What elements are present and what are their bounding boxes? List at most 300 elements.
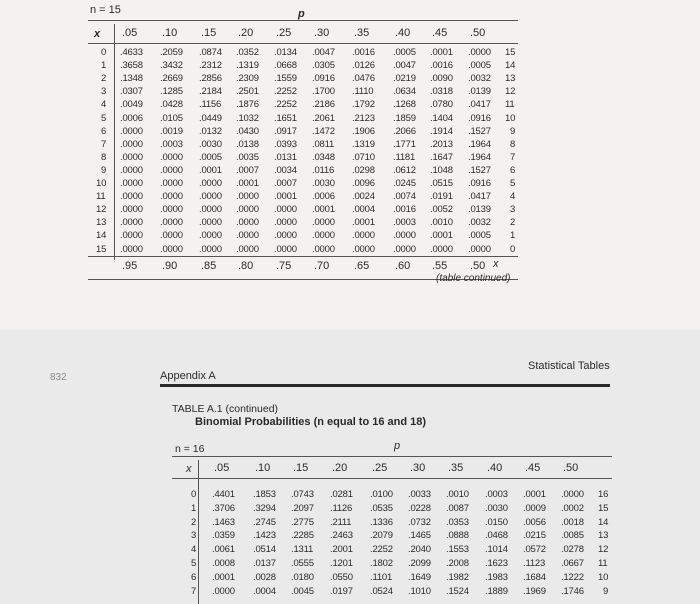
complement-x-cell: 5 [510, 178, 516, 189]
probability-cell: .0139 [468, 204, 491, 216]
probability-cell: .0138 [236, 138, 259, 150]
x-value-cell: 5 [101, 112, 107, 124]
probability-cell: .0139 [468, 86, 491, 98]
probability-cell: .0634 [393, 86, 416, 98]
probability-cell: .0668 [274, 60, 297, 72]
probability-cell: .1982 [446, 571, 469, 583]
probability-cell: .0888 [446, 530, 469, 542]
probability-cell: .0003 [393, 217, 416, 229]
probability-cell: .0000 [160, 191, 183, 203]
probability-cell: .0000 [160, 151, 183, 163]
probability-cell: .0000 [274, 217, 297, 229]
probability-cell: .0811 [312, 138, 335, 150]
probability-cell: .0030 [312, 178, 335, 189]
x-value-cell: 8 [101, 151, 107, 163]
x-value-cell: 7 [191, 585, 197, 597]
probability-cell: .0916 [468, 112, 491, 124]
probability-cell: .0428 [160, 99, 183, 111]
probability-cell: .0004 [352, 204, 375, 216]
probability-cell: .0000 [468, 243, 491, 255]
complement-p-cell: .85 [201, 260, 217, 272]
probability-cell: .1268 [393, 99, 416, 111]
table-subtitle: Binomial Probabilities (n equal to 16 and 18) [195, 416, 427, 428]
probability-cell: .1792 [352, 99, 375, 111]
probability-cell: .0132 [199, 125, 222, 137]
probability-cell: .1964 [468, 151, 491, 163]
complement-x-cell: 10 [505, 112, 516, 124]
complement-x-cell: 11 [598, 558, 608, 569]
probability-cell: .0535 [370, 502, 393, 514]
header-thick-rule [160, 384, 610, 387]
probability-cell: .1553 [446, 544, 469, 556]
probability-cell: .1311 [291, 544, 314, 556]
probability-cell: .2059 [160, 47, 183, 58]
probability-cell: .1771 [393, 138, 416, 150]
x-value-cell: 2 [191, 516, 197, 528]
probability-cell: .2186 [312, 99, 335, 111]
probability-cell: .0056 [523, 516, 546, 528]
p-header-cell: .45 [525, 462, 541, 474]
probability-cell: .3706 [212, 502, 235, 514]
probability-cell: .0000 [160, 204, 183, 216]
probability-cell: .0000 [212, 585, 235, 597]
probability-cell: .0000 [120, 178, 143, 189]
probability-cell: .2669 [160, 73, 183, 85]
probability-cell: .0000 [160, 230, 183, 242]
complement-p-cell: .90 [162, 260, 178, 272]
x-value-cell: 14 [96, 230, 107, 242]
probability-cell: .0000 [120, 204, 143, 216]
complement-x-cell: 6 [510, 164, 516, 176]
complement-x-cell: 0 [510, 243, 516, 255]
probability-cell: .0000 [199, 178, 222, 189]
probability-cell: .4401 [212, 489, 235, 500]
probability-cell: .0710 [352, 151, 375, 163]
probability-cell: .0000 [199, 243, 222, 255]
probability-cell: .0000 [236, 217, 259, 229]
probability-cell: .0033 [408, 489, 431, 500]
x-value-cell: 3 [101, 86, 107, 98]
probability-cell: .0090 [430, 73, 453, 85]
probability-cell: .0916 [312, 73, 335, 85]
probability-cell: .1201 [330, 558, 353, 569]
x-value-cell: 1 [101, 60, 107, 72]
probability-cell: .1623 [485, 558, 508, 569]
p-header-cell: .40 [395, 27, 411, 39]
probability-cell: .0307 [120, 86, 143, 98]
probability-cell: .0004 [253, 585, 276, 597]
probability-cell: .0917 [274, 125, 297, 137]
probability-cell: .1463 [212, 516, 235, 528]
probability-cell: .2252 [274, 99, 297, 111]
probability-cell: .0191 [430, 191, 453, 203]
probability-cell: .0305 [312, 60, 335, 72]
probability-cell: .0417 [468, 99, 491, 111]
x-value-cell: 15 [96, 243, 107, 255]
probability-cell: .0000 [199, 204, 222, 216]
probability-cell: .0005 [468, 60, 491, 72]
probability-cell: .0049 [120, 99, 143, 111]
probability-cell: .2013 [430, 138, 453, 150]
appendix-label: Appendix A [160, 370, 216, 382]
probability-cell: .3294 [253, 502, 276, 514]
probability-cell: .0047 [393, 60, 416, 72]
probability-cell: .0000 [199, 230, 222, 242]
probability-cell: .0000 [120, 164, 143, 176]
probability-cell: .0732 [408, 516, 431, 528]
bottom-rule-2 [172, 478, 612, 479]
complement-p-cell: .60 [395, 260, 411, 272]
bottom-rule-1 [172, 456, 612, 457]
probability-cell: .0150 [485, 516, 508, 528]
p-header-cell: .15 [201, 27, 217, 39]
p-header-cell: .10 [255, 462, 271, 474]
x-value-cell: 6 [101, 125, 107, 137]
probability-cell: .1524 [446, 585, 469, 597]
x-value-cell: 12 [96, 204, 107, 216]
probability-cell: .1348 [120, 73, 143, 85]
p-header-cell: .30 [410, 462, 426, 474]
probability-cell: .1123 [523, 558, 546, 569]
probability-cell: .2099 [408, 558, 431, 569]
p-header-cell: .20 [332, 462, 348, 474]
complement-p-cell: .65 [354, 260, 370, 272]
p-label-bottom: p [394, 440, 401, 452]
probability-cell: .0003 [160, 138, 183, 150]
probability-cell: .2123 [352, 112, 375, 124]
probability-cell: .0001 [523, 489, 546, 500]
probability-cell: .0215 [523, 530, 546, 542]
n-label-top: n = 15 [90, 4, 121, 16]
probability-cell: .0001 [199, 164, 222, 176]
probability-cell: .1285 [160, 86, 183, 98]
p-header-cell: .45 [432, 27, 448, 39]
probability-cell: .0352 [236, 47, 259, 58]
probability-cell: .1014 [485, 544, 508, 556]
complement-x-cell: 8 [510, 138, 516, 150]
probability-cell: .0001 [274, 191, 297, 203]
probability-cell: .0000 [352, 230, 375, 242]
probability-cell: .0000 [160, 164, 183, 176]
probability-cell: .0005 [199, 151, 222, 163]
probability-cell: .0550 [330, 571, 353, 583]
probability-cell: .0000 [393, 230, 416, 242]
probability-cell: .0001 [352, 217, 375, 229]
probability-cell: .1527 [468, 125, 491, 137]
probability-cell: .0009 [523, 502, 546, 514]
probability-cell: .2079 [370, 530, 393, 542]
x-value-cell: 0 [101, 47, 107, 58]
complement-x-cell: 3 [510, 204, 516, 216]
complement-x-cell: 13 [598, 530, 609, 542]
probability-cell: .0010 [430, 217, 453, 229]
probability-cell: .0052 [430, 204, 453, 216]
p-header-cell: .25 [276, 27, 292, 39]
probability-cell: .1472 [312, 125, 335, 137]
complement-x-cell: 15 [598, 502, 609, 514]
probability-cell: .0030 [199, 138, 222, 150]
probability-cell: .2184 [199, 86, 222, 98]
probability-cell: .0000 [236, 243, 259, 255]
probability-cell: .0001 [430, 230, 453, 242]
p-header-cell: .05 [214, 462, 230, 474]
x-value-cell: 3 [191, 530, 197, 542]
probability-cell: .0393 [274, 138, 297, 150]
probability-cell: .1423 [253, 530, 276, 542]
x-label-bottom-top: x [493, 258, 499, 270]
x-value-cell: 5 [191, 558, 197, 569]
probability-cell: .0008 [212, 558, 235, 569]
probability-cell: .0667 [561, 558, 584, 569]
probability-cell: .2001 [330, 544, 353, 556]
p-header-cell: .10 [162, 27, 178, 39]
probability-cell: .0005 [468, 230, 491, 242]
probability-cell: .1651 [274, 112, 297, 124]
x-value-cell: 13 [96, 217, 107, 229]
complement-p-cell: .70 [314, 260, 330, 272]
probability-cell: .0018 [561, 516, 584, 528]
probability-cell: .0105 [160, 112, 183, 124]
probability-cell: .0514 [253, 544, 276, 556]
x-label-bottom: x [186, 463, 192, 475]
probability-cell: .2252 [274, 86, 297, 98]
probability-cell: .0006 [312, 191, 335, 203]
probability-cell: .1110 [352, 86, 374, 98]
probability-cell: .1684 [523, 571, 546, 583]
probability-cell: .2775 [291, 516, 314, 528]
probability-cell: .0024 [352, 191, 375, 203]
probability-cell: .0000 [274, 230, 297, 242]
probability-cell: .0468 [485, 530, 508, 542]
probability-cell: .0430 [236, 125, 259, 137]
probability-cell: .0515 [430, 178, 453, 189]
complement-x-cell: 13 [505, 73, 516, 85]
probability-cell: .0047 [312, 47, 335, 58]
probability-cell: .1048 [430, 164, 453, 176]
probability-cell: .0000 [312, 230, 335, 242]
probability-cell: .0074 [393, 191, 416, 203]
probability-cell: .0572 [523, 544, 546, 556]
probability-cell: .4633 [120, 47, 143, 58]
probability-cell: .1649 [408, 571, 431, 583]
probability-cell: .0000 [236, 230, 259, 242]
bottom-x-divider [198, 460, 199, 604]
probability-cell: .0034 [274, 164, 297, 176]
probability-cell: .0002 [561, 502, 584, 514]
complement-x-cell: 12 [505, 86, 516, 98]
probability-cell: .0000 [120, 243, 143, 255]
probability-cell: .0000 [120, 230, 143, 242]
probability-cell: .1465 [408, 530, 431, 542]
probability-cell: .0524 [370, 585, 393, 597]
complement-x-cell: 9 [603, 585, 609, 597]
x-value-cell: 1 [191, 502, 197, 514]
probability-cell: .1559 [274, 73, 297, 85]
probability-cell: .0916 [468, 178, 491, 189]
probability-cell: .0061 [212, 544, 235, 556]
probability-cell: .2745 [253, 516, 276, 528]
probability-cell: .0000 [120, 217, 143, 229]
probability-cell: .0001 [312, 204, 335, 216]
probability-cell: .1969 [523, 585, 546, 597]
probability-cell: .1914 [430, 125, 453, 137]
probability-cell: .0219 [393, 73, 416, 85]
probability-cell: .0180 [291, 571, 314, 583]
probability-cell: .0016 [430, 60, 453, 72]
complement-x-cell: 16 [598, 489, 609, 500]
probability-cell: .0348 [312, 151, 335, 163]
probability-cell: .1700 [312, 86, 335, 98]
probability-cell: .2040 [408, 544, 431, 556]
probability-cell: .0087 [446, 502, 469, 514]
complement-p-cell: .50 [470, 260, 486, 272]
probability-cell: .0131 [274, 151, 297, 163]
probability-cell: .0000 [120, 125, 143, 137]
complement-x-cell: 9 [510, 125, 516, 137]
probability-cell: .1964 [468, 138, 491, 150]
x-value-cell: 4 [191, 544, 197, 556]
probability-cell: .0000 [236, 191, 259, 203]
probability-cell: .1010 [408, 585, 431, 597]
complement-x-cell: 10 [598, 571, 609, 583]
probability-cell: .1319 [352, 138, 375, 150]
probability-cell: .0000 [561, 489, 584, 500]
probability-cell: .1156 [199, 99, 222, 111]
probability-cell: .0000 [199, 217, 222, 229]
probability-cell: .1181 [393, 151, 416, 163]
p-header-cell: .20 [238, 27, 254, 39]
p-header-cell: .50 [563, 462, 579, 474]
probability-cell: .0019 [160, 125, 183, 137]
n-label-bottom: n = 16 [175, 443, 205, 455]
table-continued-note: (table continued) [436, 273, 511, 284]
complement-x-cell: 14 [598, 516, 609, 528]
probability-cell: .0001 [236, 178, 259, 189]
probability-cell: .1404 [430, 112, 453, 124]
complement-p-cell: .75 [276, 260, 292, 272]
probability-cell: .0000 [120, 138, 143, 150]
probability-cell: .0000 [120, 191, 143, 203]
probability-cell: .0032 [468, 217, 491, 229]
probability-cell: .1853 [253, 489, 276, 500]
probability-cell: .0028 [253, 571, 276, 583]
top-rule-1 [88, 20, 518, 21]
probability-cell: .0000 [120, 151, 143, 163]
x-value-cell: 10 [96, 178, 107, 189]
probability-cell: .0555 [291, 558, 314, 569]
probability-cell: .1319 [236, 60, 259, 72]
probability-cell: .3432 [160, 60, 183, 72]
p-label-top: p [298, 8, 305, 20]
complement-x-cell: 1 [510, 230, 516, 242]
probability-cell: .0096 [352, 178, 375, 189]
complement-x-cell: 11 [505, 99, 515, 111]
probability-cell: .0476 [352, 73, 375, 85]
p-header-cell: .40 [487, 462, 503, 474]
complement-p-cell: .95 [122, 260, 138, 272]
probability-cell: .0126 [352, 60, 375, 72]
probability-cell: .0007 [236, 164, 259, 176]
probability-cell: .0006 [120, 112, 143, 124]
probability-cell: .1746 [561, 585, 584, 597]
probability-cell: .1876 [236, 99, 259, 111]
probability-cell: .1802 [370, 558, 393, 569]
probability-cell: .1889 [485, 585, 508, 597]
top-x-divider [114, 24, 115, 260]
probability-cell: .0197 [330, 585, 353, 597]
probability-cell: .0318 [430, 86, 453, 98]
probability-cell: .2856 [199, 73, 222, 85]
probability-cell: .0000 [199, 191, 222, 203]
probability-cell: .0000 [393, 243, 416, 255]
p-header-cell: .15 [293, 462, 309, 474]
probability-cell: .0874 [199, 47, 222, 58]
probability-cell: .1101 [370, 571, 393, 583]
complement-p-cell: .55 [432, 260, 448, 272]
probability-cell: .2061 [312, 112, 335, 124]
probability-cell: .2285 [291, 530, 314, 542]
probability-cell: .0000 [430, 243, 453, 255]
probability-cell: .2463 [330, 530, 353, 542]
probability-cell: .0612 [393, 164, 416, 176]
probability-cell: .1647 [430, 151, 453, 163]
complement-x-cell: 15 [505, 47, 516, 58]
probability-cell: .0000 [274, 243, 297, 255]
probability-cell: .0085 [561, 530, 584, 542]
table-title: TABLE A.1 (continued) [172, 403, 279, 415]
probability-cell: .0278 [561, 544, 584, 556]
p-header-cell: .30 [314, 27, 330, 39]
probability-cell: .0016 [352, 47, 375, 58]
probability-cell: .1336 [370, 516, 393, 528]
probability-cell: .0000 [236, 204, 259, 216]
complement-x-cell: 14 [505, 60, 516, 72]
probability-cell: .0245 [393, 178, 416, 189]
probability-cell: .0035 [236, 151, 259, 163]
x-value-cell: 4 [101, 99, 107, 111]
probability-cell: .1983 [485, 571, 508, 583]
page-number: 832 [50, 372, 67, 383]
probability-cell: .2252 [370, 544, 393, 556]
probability-cell: .2008 [446, 558, 469, 569]
probability-cell: .0228 [408, 502, 431, 514]
x-label-top: x [94, 28, 101, 40]
probability-cell: .2066 [393, 125, 416, 137]
probability-cell: .3658 [120, 60, 143, 72]
complement-p-cell: .80 [238, 260, 254, 272]
probability-cell: .0000 [160, 217, 183, 229]
x-value-cell: 11 [96, 191, 106, 203]
probability-cell: .1222 [561, 571, 584, 583]
probability-cell: .1527 [468, 164, 491, 176]
probability-cell: .1126 [330, 502, 353, 514]
x-value-cell: 2 [101, 73, 107, 85]
probability-cell: .0000 [312, 217, 335, 229]
top-rule-3 [88, 256, 518, 257]
probability-cell: .0100 [370, 489, 393, 500]
probability-cell: .0353 [446, 516, 469, 528]
p-header-cell: .50 [470, 27, 486, 39]
probability-cell: .1906 [352, 125, 375, 137]
probability-cell: .2111 [330, 516, 352, 528]
complement-x-cell: 4 [510, 191, 516, 203]
probability-cell: .0007 [274, 178, 297, 189]
section-label: Statistical Tables [528, 360, 610, 372]
x-value-cell: 7 [101, 138, 107, 150]
probability-cell: .0032 [468, 73, 491, 85]
probability-cell: .0000 [352, 243, 375, 255]
probability-cell: .0000 [160, 243, 183, 255]
